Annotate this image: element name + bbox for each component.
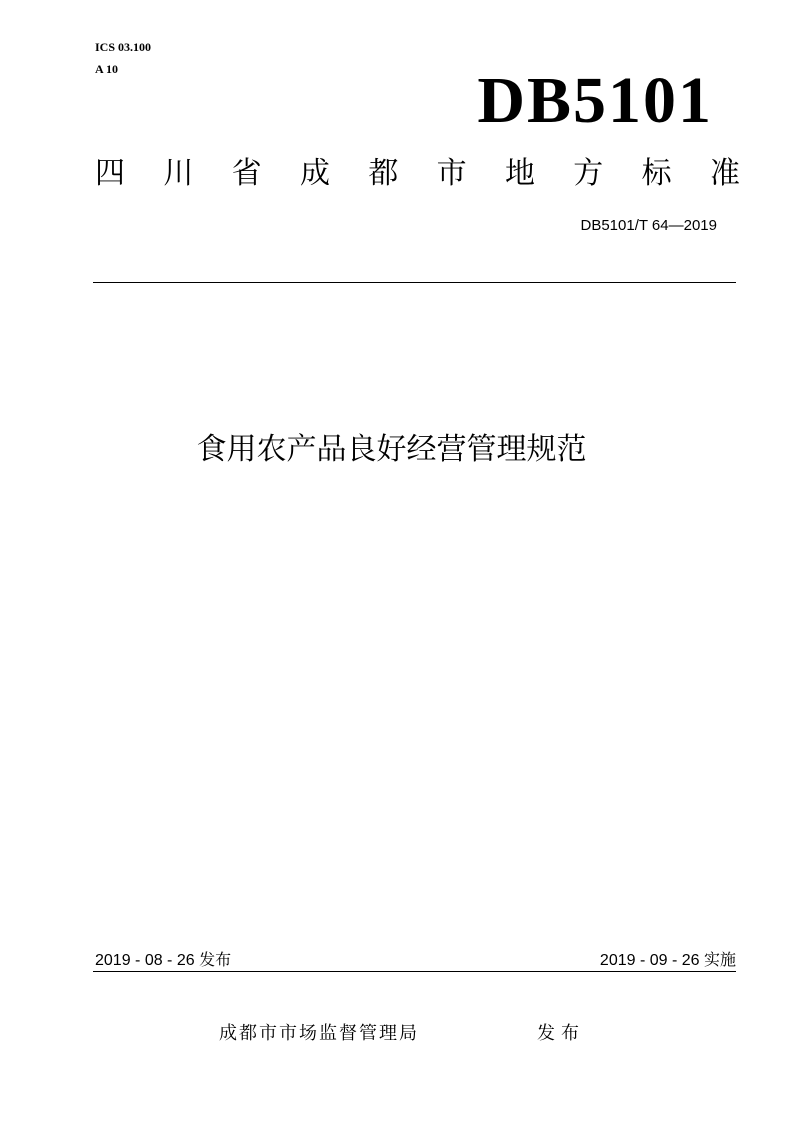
standard-type-char: 成	[299, 156, 330, 191]
standard-type-heading	[95, 152, 740, 196]
header-divider	[93, 282, 736, 283]
document-title: 食用农产品良好经营管理规范	[196, 432, 587, 467]
document-title-row	[0, 428, 793, 472]
standard-type-char: 都	[368, 156, 399, 191]
standard-type-char: 四	[95, 156, 125, 191]
standard-type-char: 标	[641, 156, 672, 191]
ccs-code: A 10	[95, 62, 119, 76]
standard-logo: DB5101	[477, 64, 713, 137]
standard-type-char: 方	[573, 156, 604, 191]
ics-code: ICS 03.100	[95, 40, 152, 54]
standard-type-char: 川	[163, 156, 194, 191]
issue-date: 2019 - 08 - 26 发布	[95, 952, 232, 969]
issuer-action: 发布	[537, 1023, 585, 1044]
standard-code: DB5101/T 64—2019	[580, 217, 717, 234]
implementation-date: 2019 - 09 - 26 实施	[599, 952, 736, 969]
standard-type-char: 地	[504, 156, 535, 191]
standard-type-char: 省	[231, 156, 262, 191]
standard-type-char: 市	[436, 156, 467, 191]
issuing-authority: 成都市市场监督管理局	[219, 1023, 419, 1044]
standard-type-char: 准	[709, 156, 740, 191]
footer-divider	[93, 971, 736, 972]
